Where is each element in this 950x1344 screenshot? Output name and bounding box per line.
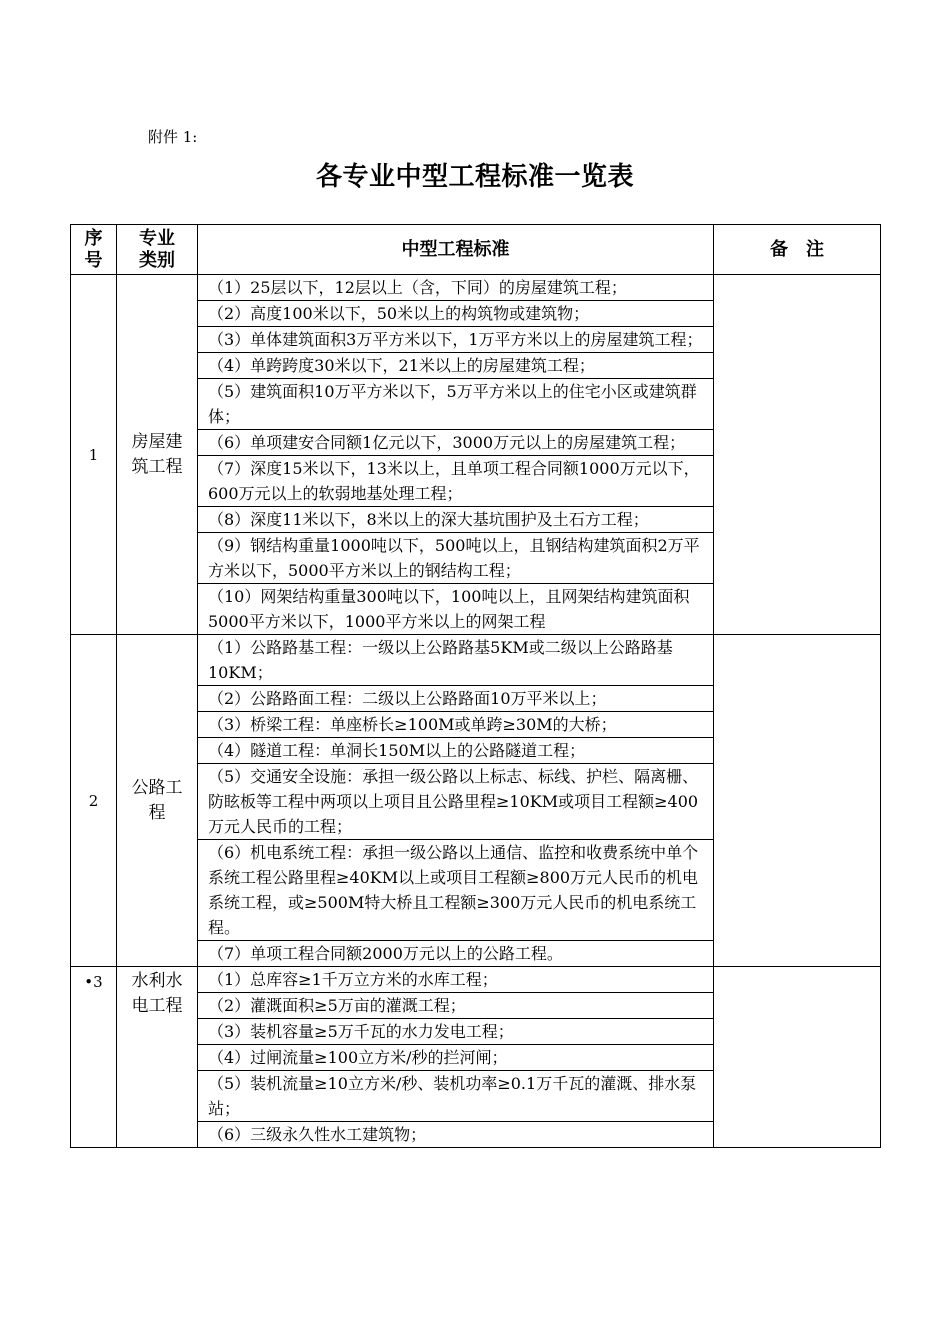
standard-item: （6）机电系统工程：承担一级公路以上通信、监控和收费系统中单个系统工程公路里程≥40KM以上或项目工程额≥800万元人民币的机电系统工程，或≥500M特大桥且工程额≥300万元人民币的机电系统工程。 [198,840,714,941]
standard-item: （8）深度11米以下，8米以上的深大基坑围护及土石方工程； [198,507,714,533]
attachment-label: 附件 1: [148,128,198,146]
table-row [71,635,881,686]
standard-item: （7）单项工程合同额2000万元以上的公路工程。 [198,941,714,967]
section-number: •3 [71,967,117,1148]
standard-item: （1）公路路基工程：一级以上公路路基5KM或二级以上公路路基10KM； [198,635,714,686]
standard-item: （2）公路路面工程：二级以上公路路面10万平米以上； [198,686,714,712]
standard-item: （7）深度15米以下，13米以上，且单项工程合同额1000万元以下，600万元以上的软弱地基处理工程； [198,456,714,507]
remark-cell [714,635,881,967]
section-category: 公路工程 [117,635,198,967]
standards-table [70,224,881,1148]
standard-item: （1）25层以下，12层以上（含，下同）的房屋建筑工程； [198,275,714,301]
standard-item: （4）隧道工程：单洞长150M以上的公路隧道工程； [198,738,714,764]
standard-item: （1）总库容≥1千万立方米的水库工程； [198,967,714,993]
table-header-row [71,225,881,275]
remark-cell [714,967,881,1148]
standard-item: （3）装机容量≥5万千瓦的水力发电工程； [198,1019,714,1045]
standard-item: （5）建筑面积10万平方米以下，5万平方米以上的住宅小区或建筑群体； [198,379,714,430]
table-row [71,967,881,993]
section-number: 1 [71,275,117,635]
section-category: 水利水电工程 [117,967,198,1148]
header-category: 专业类别 [117,225,198,275]
standard-item: （10）网架结构重量300吨以下，100吨以上，且网架结构建筑面积5000平方米以下，1000平方米以上的网架工程 [198,584,714,635]
standard-item: （5）装机流量≥10立方米/秒、装机功率≥0.1万千瓦的灌溉、排水泵站； [198,1071,714,1122]
header-seq: 序号 [71,225,117,275]
standard-item: （3）单体建筑面积3万平方米以下，1万平方米以上的房屋建筑工程； [198,327,714,353]
standard-item: （5）交通安全设施：承担一级公路以上标志、标线、护栏、隔离栅、防眩板等工程中两项以上项目且公路里程≥10KM或项目工程额≥400万元人民币的工程； [198,764,714,840]
standard-item: （6）单项建安合同额1亿元以下，3000万元以上的房屋建筑工程； [198,430,714,456]
remark-cell [714,275,881,635]
header-standard: 中型工程标准 [198,225,714,275]
table-row [71,275,881,301]
standard-item: （4）过闸流量≥100立方米/秒的拦河闸； [198,1045,714,1071]
page-title: 各专业中型工程标准一览表 [315,162,634,192]
section-category: 房屋建筑工程 [117,275,198,635]
standard-item: （3）桥梁工程：单座桥长≥100M或单跨≥30M的大桥； [198,712,714,738]
standard-item: （6）三级永久性水工建筑物； [198,1122,714,1148]
standard-item: （2）高度100米以下，50米以上的构筑物或建筑物； [198,301,714,327]
section-number: 2 [71,635,117,967]
standard-item: （9）钢结构重量1000吨以下，500吨以上，且钢结构建筑面积2万平方米以下，5000平方米以上的钢结构工程； [198,533,714,584]
standard-item: （2）灌溉面积≥5万亩的灌溉工程； [198,993,714,1019]
standard-item: （4）单跨跨度30米以下，21米以上的房屋建筑工程； [198,353,714,379]
header-remark: 备 注 [714,225,881,275]
